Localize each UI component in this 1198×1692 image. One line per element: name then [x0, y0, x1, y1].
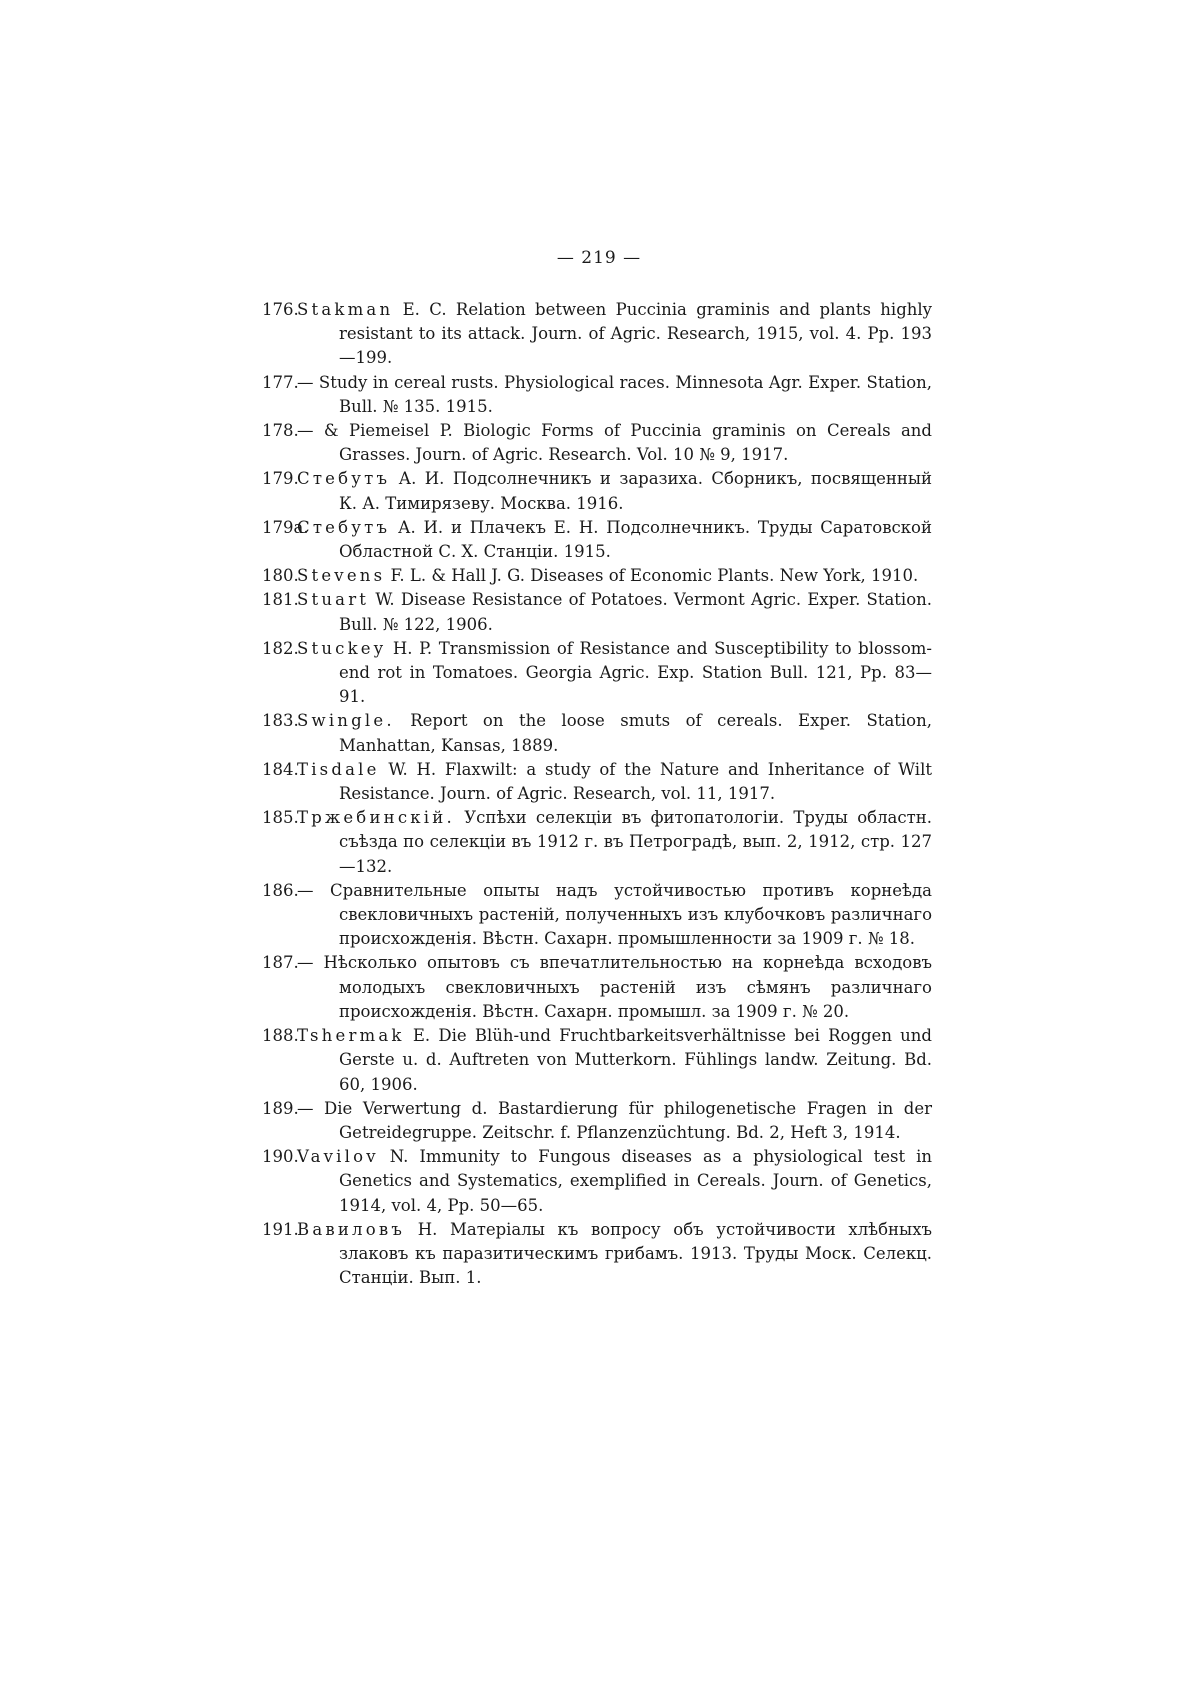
- reference-entry: [262, 588, 932, 636]
- page-number: — 219 —: [556, 248, 642, 268]
- reference-text: — Die Verwertung d. Bastardierung für philogenetische Fragen in der Getreidegruppe. Zeitschr. f. Pflanzenzüchtung. Bd. 2, Heft 3, 1914.: [297, 1098, 932, 1142]
- reference-entry: [262, 467, 932, 515]
- reference-number: 189.: [262, 1098, 299, 1118]
- reference-entry: [262, 758, 932, 806]
- reference-author: Вавиловъ: [297, 1219, 406, 1239]
- reference-text: — Сравнительные опыты надъ устойчивостью противъ корнеѣда свекловичныхъ растеній, полученныхъ изъ клубочковъ различнаго происхожденія. Вѣстн. Сахарн. промышленности за 1909 г. № 18.: [297, 880, 932, 949]
- reference-number: 190.: [262, 1147, 299, 1167]
- reference-number: 188.: [262, 1026, 299, 1046]
- reference-list: [262, 298, 932, 1290]
- reference-number: 187.: [262, 953, 299, 973]
- reference-author: Stuart: [297, 590, 370, 610]
- reference-number: 182.: [262, 638, 299, 658]
- reference-text: N. Immunity to Fungous diseases as a physiological test in Genetics and Systematics, exemplified in Cereals. Journ. of Genetics, 1914, vol. 4, Pp. 50—65.: [339, 1147, 932, 1215]
- reference-entry: [262, 1097, 932, 1145]
- reference-number: 191.: [262, 1219, 299, 1239]
- reference-author: Tisdale: [297, 759, 380, 779]
- reference-text: F. L. & Hall J. G. Diseases of Economic Plants. New York, 1910.: [385, 566, 919, 586]
- reference-number: 186.: [262, 880, 299, 900]
- reference-number: 177.: [262, 372, 299, 392]
- reference-entry: [262, 709, 932, 757]
- reference-entry: [262, 1218, 932, 1291]
- reference-text: H. P. Transmission of Resistance and Susceptibility to blossom-end rot in Tomatoes. Georgia Agric. Exp. Station Bull. 121, Pp. 83—91.: [339, 638, 932, 707]
- reference-entry: [262, 806, 932, 879]
- reference-author: Тржебинскій.: [297, 808, 455, 828]
- reference-number: 180.: [262, 566, 299, 586]
- reference-number: 176.: [262, 300, 299, 319]
- reference-number: 179a.: [262, 517, 309, 537]
- reference-entry: [262, 1145, 932, 1218]
- reference-entry: [262, 516, 932, 564]
- reference-text: — Study in cereal rusts. Physiological races. Minnesota Agr. Exper. Station, Bull. № 135. 1915.: [297, 372, 932, 416]
- reference-author: Стебутъ: [297, 517, 391, 537]
- reference-text: E. C. Relation between Puccinia graminis and plants highly resistant to its attack. Journ. of Agric. Research, 1915, vol. 4. Pp. 193—199.: [339, 300, 932, 368]
- reference-number: 183.: [262, 711, 299, 731]
- reference-number: 184.: [262, 759, 299, 779]
- reference-text: А. И. и Плачекъ Е. Н. Подсолнечникъ. Труды Саратовской Областной С. Х. Станціи. 1915.: [339, 517, 932, 562]
- reference-entry: [262, 951, 932, 1024]
- reference-entry: [262, 879, 932, 952]
- reference-number: 179.: [262, 469, 299, 489]
- reference-text: Успѣхи селекціи въ фитопатологіи. Труды областн. съѣзда по селекціи въ 1912 г. въ Петроградѣ, вып. 2, 1912, стр. 127—132.: [339, 808, 932, 876]
- reference-author: Vavilov: [297, 1147, 379, 1167]
- reference-number: 185.: [262, 808, 299, 828]
- reference-text: — & Piemeisel P. Biologic Forms of Puccinia graminis on Cereals and Grasses. Journ. of Agric. Research. Vol. 10 № 9, 1917.: [297, 421, 932, 465]
- reference-entry: [262, 1024, 932, 1097]
- reference-text: Н. Матеріалы къ вопросу объ устойчивости хлѣбныхъ злаковъ къ паразитическимъ грибамъ. 1913. Труды Моск. Селекц. Станціи. Вып. 1.: [339, 1219, 932, 1288]
- reference-entry: [262, 371, 932, 419]
- reference-author: Stuckey: [297, 638, 387, 658]
- reference-entry: [262, 419, 932, 467]
- reference-number: 181.: [262, 590, 299, 610]
- reference-author: Stakman: [297, 300, 394, 319]
- reference-text: W. Disease Resistance of Potatoes. Vermont Agric. Exper. Station. Bull. № 122, 1906.: [339, 590, 932, 634]
- reference-author: Stevens: [297, 566, 386, 586]
- reference-author: Стебутъ: [297, 469, 391, 489]
- reference-text: W. H. Flaxwilt: a study of the Nature and Inheritance of Wilt Resistance. Journ. of Agric. Research, vol. 11, 1917.: [339, 759, 932, 804]
- reference-text: Report on the loose smuts of cereals. Exper. Station, Manhattan, Kansas, 1889.: [339, 711, 932, 755]
- reference-number: 178.: [262, 421, 299, 441]
- reference-text: А. И. Подсолнечникъ и заразиха. Сборникъ, посвященный К. А. Тимирязеву. Москва. 1916.: [339, 469, 932, 513]
- reference-entry: [262, 298, 932, 371]
- reference-author: Tshermak: [297, 1026, 405, 1046]
- reference-entry: [262, 564, 932, 588]
- reference-author: Swingle.: [297, 711, 395, 731]
- reference-text: E. Die Blüh-und Fruchtbarkeitsverhältnisse bei Roggen und Gerste u. d. Auftreten von Mutterkorn. Fühlings landw. Zeitung. Bd. 60, 1906.: [339, 1026, 932, 1094]
- reference-text: — Нѣсколько опытовъ съ впечатлительностью на корнеѣда всходовъ молодыхъ свекловичныхъ растеній изъ сѣмянъ различнаго происхожденія. Вѣстн. Сахарн. промышл. за 1909 г. № 20.: [297, 953, 932, 1021]
- reference-entry: [262, 637, 932, 710]
